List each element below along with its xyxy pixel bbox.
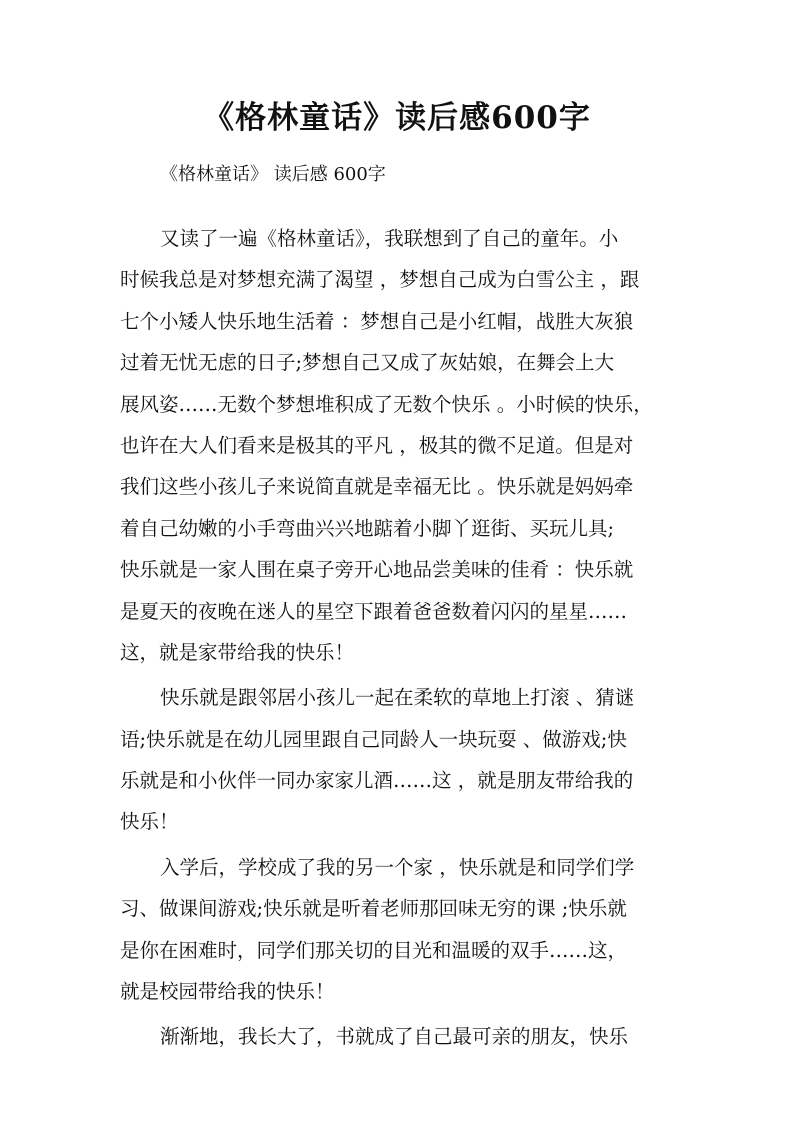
- paragraph-line: 时候我总是对梦想充满了渴望 ，梦想自己成为白雪公主 ，跟: [120, 268, 640, 292]
- paragraph-line: 快乐就是一家人围在桌子旁开心地品尝美味的佳肴 ：快乐就: [120, 558, 634, 582]
- paragraph-line: 我们这些小孩儿子来说简直就是幸福无比 。快乐就是妈妈牵: [120, 475, 634, 499]
- document-body: [120, 218, 680, 1058]
- paragraph-line: 渐渐地，我长大了，书就成了自己最可亲的朋友，快乐: [160, 1025, 629, 1049]
- paragraph-line: 也许在大人们看来是极其的平凡 ，极其的微不足道。但是对: [120, 433, 634, 457]
- paragraph-line: 是夏天的夜晚在迷人的星空下跟着爸爸数着闪闪的星星……: [120, 599, 628, 623]
- paragraph-line: 快乐！: [120, 810, 179, 834]
- paragraph-line: 七个小矮人快乐地生活着 ：梦想自己是小红帽，战胜大灰狼: [120, 309, 634, 333]
- paragraph-line: 着自己幼嫩的小手弯曲兴兴地踮着小脚丫逛街、买玩儿具;: [120, 516, 615, 540]
- paragraph-line: 过着无忧无虑的日子;梦想自己又成了灰姑娘，在舞会上大: [120, 351, 615, 375]
- paragraph-line: 快乐就是跟邻居小孩儿一起在柔软的草地上打滚 、猜谜: [160, 686, 635, 710]
- paragraph-line: 乐就是和小伙伴一同办家家儿酒……这 ，就是朋友带给我的: [120, 769, 634, 793]
- paragraph-line: 这，就是家带给我的快乐！: [120, 640, 355, 664]
- paragraph-line: 是你在困难时，同学们那关切的目光和温暖的双手……这，: [120, 938, 628, 962]
- paragraph-line: 展风姿……无数个梦想堆积成了无数个快乐 。小时候的快乐，: [120, 392, 653, 416]
- paragraph-line: 就是校园带给我的快乐！: [120, 980, 335, 1004]
- paragraph-line: 又读了一遍《格林童话》，我联想到了自己的童年。小: [160, 227, 619, 250]
- paragraph-line: 入学后，学校成了我的另一个家 ，快乐就是和同学们学: [160, 855, 635, 879]
- paragraph-line: 习、做课间游戏;快乐就是听着老师那回味无穷的课 ;快乐就: [120, 897, 627, 921]
- document-title: 《格林童话》读后感600字: [203, 100, 591, 136]
- document-subtitle: 《格林童话》 读后感 600字: [160, 164, 386, 185]
- paragraph-line: 语;快乐就是在幼儿园里跟自己同龄人一块玩耍 、做游戏;快: [120, 727, 627, 751]
